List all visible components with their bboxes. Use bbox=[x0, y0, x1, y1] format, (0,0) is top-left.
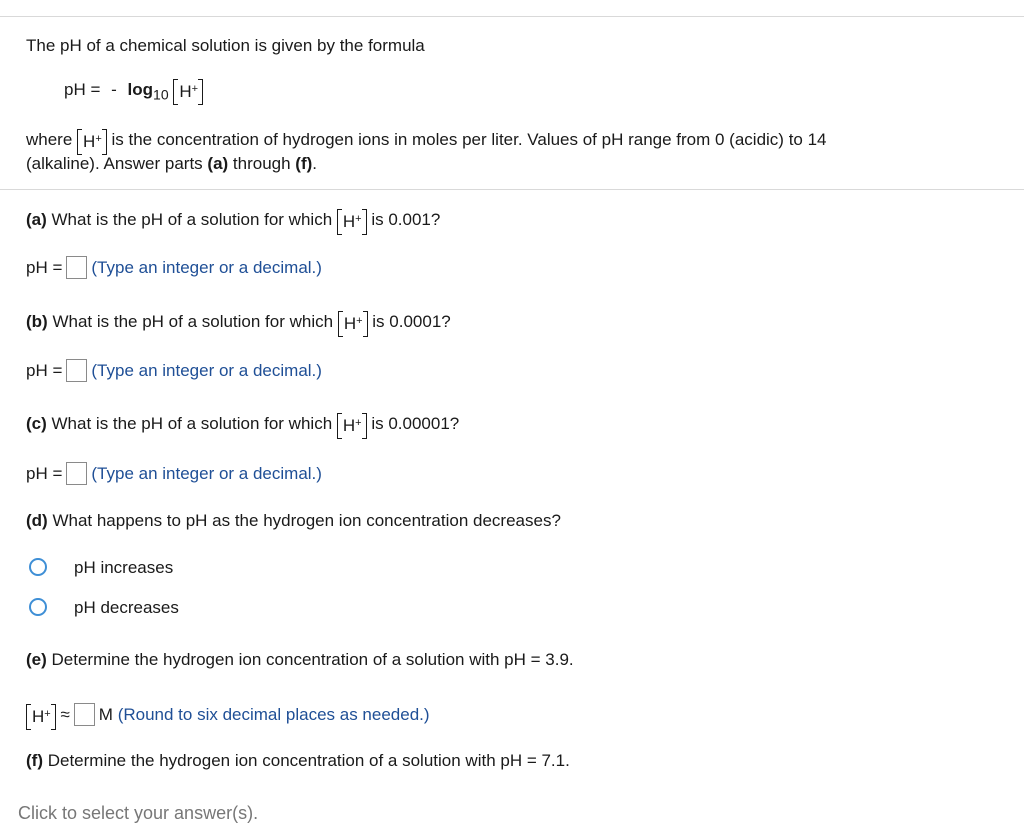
option-ph-decreases-label[interactable]: pH decreases bbox=[74, 598, 179, 617]
answer-e-row bbox=[26, 703, 430, 727]
question-a: (a) What is the pH of a solution for which H+ is 0.001? bbox=[26, 210, 441, 231]
h-ion-symbol: H+ bbox=[173, 82, 203, 102]
question-c: (c) What is the pH of a solution for which H+ is 0.00001? bbox=[26, 414, 460, 435]
approx-sign: ≈ bbox=[60, 705, 70, 724]
option-ph-decreases-radio[interactable] bbox=[29, 598, 47, 616]
h-ion-symbol: H+ bbox=[337, 212, 367, 232]
h-ion-symbol: H+ bbox=[26, 707, 56, 727]
h-ion-symbol: H+ bbox=[77, 132, 107, 152]
answer-c-input[interactable] bbox=[66, 462, 87, 485]
question-d: (d) What happens to pH as the hydrogen ion concentration decreases? bbox=[26, 511, 561, 530]
formula-ph: pH = bbox=[64, 80, 101, 99]
question-e: (e) Determine the hydrogen ion concentration of a solution with pH = 3.9. bbox=[26, 650, 574, 669]
h-ion-symbol: H+ bbox=[337, 416, 367, 436]
h-ion-symbol: H+ bbox=[338, 314, 368, 334]
intro-description-line1: where H+ is the concentration of hydrogen ions in moles per liter. Values of pH range from 0 (acidic) to 14 bbox=[26, 130, 827, 151]
answer-b-input[interactable] bbox=[66, 359, 87, 382]
answer-e-hint: (Round to six decimal places as needed.) bbox=[117, 705, 430, 724]
answer-a-hint: (Type an integer or a decimal.) bbox=[91, 258, 322, 277]
ph-label: pH = bbox=[26, 361, 63, 380]
formula bbox=[64, 80, 203, 102]
option-ph-increases-radio[interactable] bbox=[29, 558, 47, 576]
ph-label: pH = bbox=[26, 258, 63, 277]
section-divider bbox=[0, 189, 1024, 190]
formula-log: log bbox=[127, 80, 154, 99]
click-to-select-hint: Click to select your answer(s). bbox=[18, 803, 259, 823]
intro-description-line2: (alkaline). Answer parts (a) through (f). bbox=[26, 154, 318, 173]
intro-line: The pH of a chemical solution is given by the formula bbox=[26, 36, 425, 55]
question-b: (b) What is the pH of a solution for which H+ is 0.0001? bbox=[26, 312, 451, 333]
answer-b-hint: (Type an integer or a decimal.) bbox=[91, 361, 322, 380]
answer-a-input[interactable] bbox=[66, 256, 87, 279]
option-ph-increases-label[interactable]: pH increases bbox=[74, 558, 174, 577]
answer-c-row bbox=[26, 462, 322, 485]
top-divider bbox=[0, 16, 1024, 17]
answer-c-hint: (Type an integer or a decimal.) bbox=[91, 464, 322, 483]
unit-label: M bbox=[98, 705, 113, 724]
answer-a-row bbox=[26, 256, 322, 279]
question-f: (f) Determine the hydrogen ion concentration of a solution with pH = 7.1. bbox=[26, 751, 570, 770]
formula-base: 10 bbox=[153, 86, 169, 103]
formula-minus: - bbox=[111, 80, 117, 99]
answer-e-input[interactable] bbox=[74, 703, 95, 726]
answer-b-row bbox=[26, 359, 322, 382]
ph-label: pH = bbox=[26, 464, 63, 483]
